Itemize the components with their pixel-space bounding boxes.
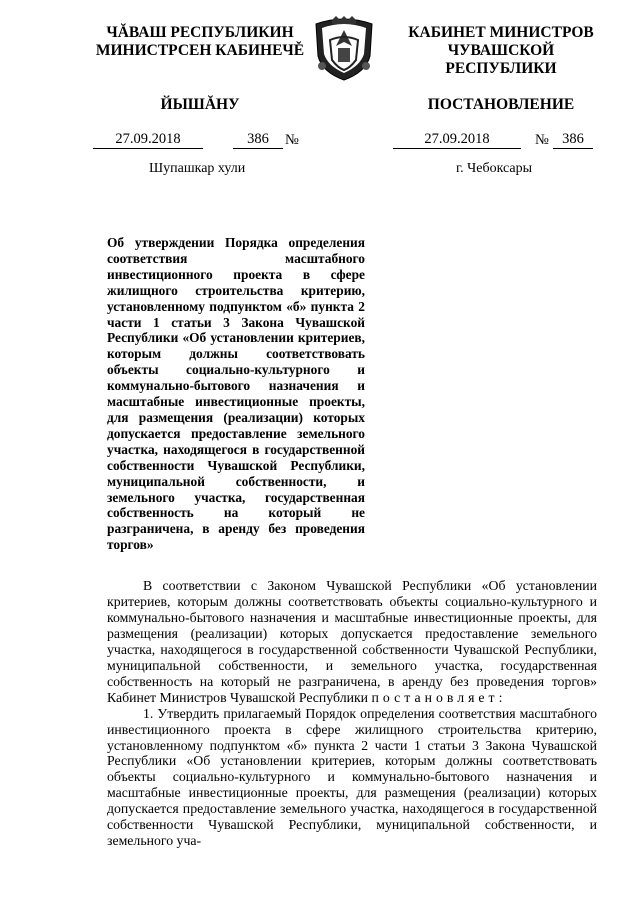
doc-type-left: ЙЫШĂНУ [160,96,240,113]
body-paragraph-1 [107,578,597,706]
header-right-line2: ЧУВАШСКОЙ РЕСПУБЛИКИ [445,42,557,77]
header-left [95,24,305,60]
header-right [392,24,610,78]
place-right: г. Чебоксары [456,161,533,176]
header-left-line2: МИНИСТРСЕН КАБИНЕЧĚ [95,42,305,59]
number-sign-left: № [285,132,299,148]
number-sign-right: № [535,132,549,148]
body-paragraph-2: 1. Утвердить прилагаемый Порядок определения соответствия масштабного инвестиционного проекта в сфере жилищного строительства критерию, установленному подпунктом «б» пункта 2 части 1 статьи 3 Закона Чувашской Республики «Об установлении критериев, которым должны соответствовать объекты социально-культурного и коммунально-бытового назначения и масштабные инвестиционные проекты, для размещения (реализации) которых допускается предоставление земельного участка, находящегося в государственной собственности Чувашской Республики, муниципальной собственности, и земельного уча- [107,705,597,849]
decree-date-left: 27.09.2018 [93,131,203,149]
number-line-left [93,133,313,151]
decree-number-left: 386 [233,131,283,149]
chuvash-coat-of-arms-icon [310,16,378,82]
doc-type-right: ПОСТАНОВЛЕНИЕ [427,96,575,113]
header-right-line1: КАБИНЕТ МИНИСТРОВ [408,24,594,41]
number-line-right [393,133,613,151]
decree-word: постановляет: [371,689,507,705]
decree-date-right: 27.09.2018 [393,131,521,149]
decree-body [107,578,597,849]
decree-number-right: 386 [553,131,593,149]
header-left-line1: ЧĂВАШ РЕСПУБЛИКИН [106,24,294,41]
decree-subject: Об утверждении Порядка определения соответствия масштабного инвестиционного проекта в сфере жилищного строительства критерию, установленному подпунктом «б» пункта 2 части 1 статьи 3 Закона Чувашской Республики «Об установлении критериев, которым должны соответствовать объекты социально-культурного и коммунально-бытового назначения и масштабные инвестиционные проекты, для размещения (реализации) которых допускается предоставление земельного участка, находящегося в государственной собственности Чувашской Республики, муниципальной собственности, и земельного участка, государственная собственность на который не разграничена, в аренду без проведения торгов» [107,235,365,553]
place-left: Шупашкар хули [149,161,246,176]
body-paragraph-1-text: В соответствии с Законом Чувашской Республики «Об установлении критериев, которым должны соответствовать объекты социально-культурного и коммунально-бытового назначения и масштабные инвестиционные проекты, для размещения (реализации) которых допускается предоставление земельного участка, находящегося в государственной собственности Чувашской Республики, муниципальной собственности, и земельного участка, государственная собственность на который не разграничена, в аренду без проведения торгов» Кабинет Министров Чувашской Республики [107,578,597,705]
